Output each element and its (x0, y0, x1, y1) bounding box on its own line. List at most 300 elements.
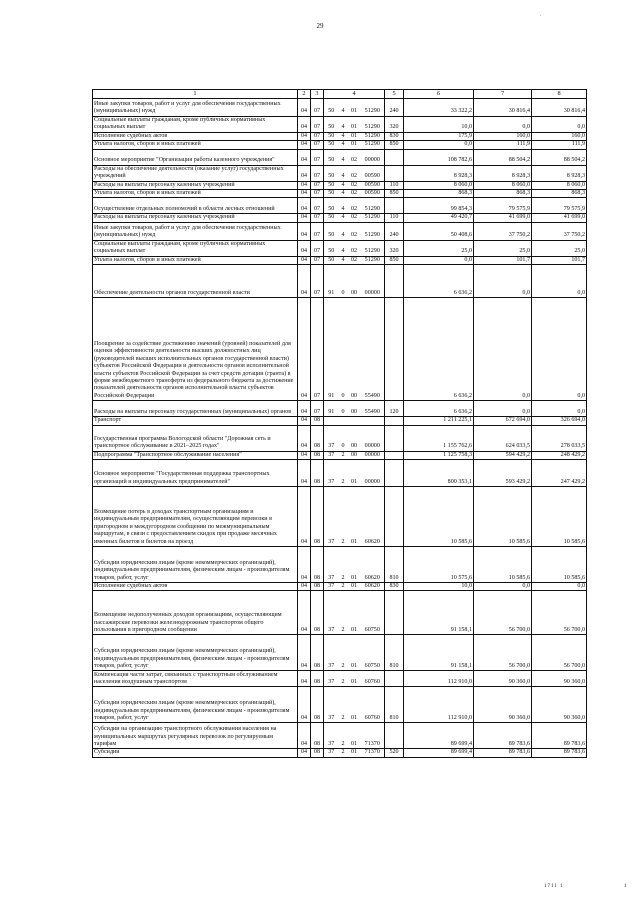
row-section: 04 (298, 181, 311, 189)
row-amount-2025: 247 429,2 (532, 460, 587, 487)
row-amount-2023: 25,0 (404, 240, 474, 256)
row-amount-2024: 41 699,0 (474, 214, 532, 222)
row-section: 04 (298, 487, 311, 547)
row-direction-code: 60620 (361, 487, 385, 547)
row-subprogram-code: 0 (339, 265, 348, 298)
header-col-5: 5 (385, 90, 404, 99)
row-subsection: 07 (311, 141, 324, 149)
row-amount-2025: 0,0 (532, 116, 587, 132)
row-program-code: 91 (324, 298, 339, 401)
row-amount-2023: 112 910,0 (404, 687, 474, 723)
row-expense-type (385, 487, 404, 547)
table-row (93, 547, 587, 583)
row-name: Иные закупки товаров, работ и услуг для обеспечения государственных (муниципальных) нужд (93, 222, 298, 240)
row-expense-type: 240 (385, 222, 404, 240)
row-amount-2025: 8 060,0 (532, 181, 587, 189)
page-number: 29 (316, 22, 324, 30)
row-expense-type (385, 591, 404, 635)
row-activity-code: 01 (348, 132, 361, 140)
table-row (93, 687, 587, 723)
row-amount-2025: 56 700,0 (532, 635, 587, 671)
row-amount-2023: 800 353,1 (404, 460, 474, 487)
row-activity-code: 01 (348, 749, 361, 757)
table-header-row (93, 90, 587, 99)
row-activity-code: 01 (348, 487, 361, 547)
row-direction-code: 51290 (361, 98, 385, 116)
row-expense-type: 240 (385, 98, 404, 116)
row-section: 04 (298, 132, 311, 140)
row-direction-code: 51290 (361, 132, 385, 140)
row-section: 04 (298, 265, 311, 298)
row-subprogram-code (339, 417, 348, 425)
row-expense-type (385, 165, 404, 181)
row-amount-2024: 624 033,5 (474, 425, 532, 451)
row-amount-2023: 1 125 758,3 (404, 451, 474, 459)
row-direction-code: 00590 (361, 189, 385, 197)
row-subprogram-code: 4 (339, 98, 348, 116)
row-subsection: 07 (311, 98, 324, 116)
table-row (93, 417, 587, 425)
row-section: 04 (298, 141, 311, 149)
row-program-code: 50 (324, 165, 339, 181)
row-subsection: 07 (311, 132, 324, 140)
row-direction-code: 71370 (361, 723, 385, 749)
row-subsection: 07 (311, 240, 324, 256)
row-activity-code: 02 (348, 256, 361, 264)
row-subsection: 08 (311, 487, 324, 547)
row-amount-2023: 89 699,4 (404, 749, 474, 757)
table-row (93, 240, 587, 256)
row-name: Возмещение недополученных доходов организациям, осуществляющим пассажирские перевозки железнодорожным транспортом общего пользования в пригородном сообщении (93, 591, 298, 635)
row-name: Расходы на выплаты персоналу государственных (муниципальных) органов (93, 401, 298, 417)
row-activity-code: 02 (348, 149, 361, 165)
row-program-code: 37 (324, 425, 339, 451)
table-row (93, 591, 587, 635)
row-direction-code: 60620 (361, 583, 385, 591)
table-row (93, 149, 587, 165)
row-direction-code: 00000 (361, 149, 385, 165)
row-amount-2025: 10 585,6 (532, 547, 587, 583)
row-direction-code: 51290 (361, 141, 385, 149)
row-name: Социальные выплаты гражданам, кроме публичных нормативных социальных выплат (93, 240, 298, 256)
table-row (93, 723, 587, 749)
row-subsection: 08 (311, 635, 324, 671)
row-amount-2023: 1 155 762,6 (404, 425, 474, 451)
row-subprogram-code: 2 (339, 547, 348, 583)
row-name: Поощрение за содействие достижению значений (уровней) показателей для оценки эффективности деятельности высших должностных лиц (руководителей высших исполнительных органов государственной власти) субъектов Российской Федерации и деятельности органов исполнительной власти субъектов Российской Федерации за счет средств дотации (гранта) в форме межбюджетного трансферта из федерального бюджета за достижение показателей деятельности органов исполнительной власти субъектов Российской Федерации (93, 298, 298, 401)
row-expense-type: 320 (385, 116, 404, 132)
row-section: 04 (298, 116, 311, 132)
row-subsection: 07 (311, 149, 324, 165)
row-subprogram-code: 4 (339, 132, 348, 140)
row-amount-2023: 8 060,0 (404, 181, 474, 189)
row-amount-2025: 89 783,6 (532, 723, 587, 749)
row-section: 04 (298, 222, 311, 240)
row-expense-type: 830 (385, 583, 404, 591)
row-amount-2024: 8 928,3 (474, 165, 532, 181)
row-direction-code: 60760 (361, 671, 385, 687)
row-amount-2023: 6 636,2 (404, 298, 474, 401)
row-subprogram-code: 0 (339, 298, 348, 401)
row-name: Уплата налогов, сборов и иных платежей (93, 189, 298, 197)
row-subprogram-code: 4 (339, 256, 348, 264)
row-amount-2023: 10,0 (404, 116, 474, 132)
row-subprogram-code: 2 (339, 583, 348, 591)
row-amount-2023: 91 158,1 (404, 591, 474, 635)
row-direction-code: 00000 (361, 425, 385, 451)
row-expense-type (385, 149, 404, 165)
row-subprogram-code: 2 (339, 460, 348, 487)
row-amount-2023: 49 420,7 (404, 214, 474, 222)
table-row (93, 132, 587, 140)
row-subsection: 08 (311, 591, 324, 635)
row-expense-type (385, 671, 404, 687)
row-amount-2025: 8 928,3 (532, 165, 587, 181)
row-amount-2023: 89 699,4 (404, 723, 474, 749)
row-amount-2024: 10 585,6 (474, 547, 532, 583)
row-direction-code: 55490 (361, 401, 385, 417)
row-section: 04 (298, 165, 311, 181)
row-amount-2024: 25,0 (474, 240, 532, 256)
row-amount-2024: 88 504,2 (474, 149, 532, 165)
row-subprogram-code: 2 (339, 749, 348, 757)
row-amount-2023: 868,3 (404, 189, 474, 197)
row-program-code: 50 (324, 240, 339, 256)
row-subsection: 08 (311, 460, 324, 487)
row-activity-code: 01 (348, 635, 361, 671)
row-expense-type: 110 (385, 181, 404, 189)
table-row (93, 671, 587, 687)
row-name: Уплата налогов, сборов и иных платежей (93, 256, 298, 264)
row-section: 04 (298, 671, 311, 687)
row-amount-2025: 0,0 (532, 298, 587, 401)
row-program-code: 50 (324, 132, 339, 140)
row-amount-2023: 10 585,6 (404, 487, 474, 547)
row-name: Осуществление отдельных полномочий в области лесных отношений (93, 198, 298, 214)
row-activity-code: 02 (348, 240, 361, 256)
row-amount-2025: 89 783,6 (532, 749, 587, 757)
row-activity-code: 02 (348, 214, 361, 222)
footer-dot: 1 (624, 884, 627, 889)
row-name: Иные закупки товаров, работ и услуг для обеспечения государственных (муниципальных) нужд (93, 98, 298, 116)
row-amount-2023: 99 854,3 (404, 198, 474, 214)
row-program-code: 37 (324, 487, 339, 547)
row-expense-type: 810 (385, 547, 404, 583)
row-subsection: 08 (311, 425, 324, 451)
row-name: Субсидии юридическим лицам (кроме некоммерческих организаций), индивидуальным предпринимателям, физическим лицам - производителям товаров, работ, услуг (93, 635, 298, 671)
row-subsection: 07 (311, 222, 324, 240)
row-program-code: 37 (324, 547, 339, 583)
row-subsection: 08 (311, 671, 324, 687)
row-program-code: 37 (324, 591, 339, 635)
row-amount-2024: 89 783,6 (474, 723, 532, 749)
row-amount-2024: 0,0 (474, 583, 532, 591)
row-program-code: 37 (324, 460, 339, 487)
row-amount-2025: 101,7 (532, 256, 587, 264)
row-activity-code (348, 417, 361, 425)
row-activity-code: 01 (348, 687, 361, 723)
row-activity-code: 02 (348, 189, 361, 197)
row-subprogram-code: 4 (339, 165, 348, 181)
table-row (93, 141, 587, 149)
row-amount-2025: 248 429,2 (532, 451, 587, 459)
row-amount-2023: 0,0 (404, 141, 474, 149)
row-program-code: 37 (324, 635, 339, 671)
row-amount-2025: 37 750,2 (532, 222, 587, 240)
row-subsection: 07 (311, 198, 324, 214)
row-amount-2023: 33 322,2 (404, 98, 474, 116)
row-subprogram-code: 4 (339, 240, 348, 256)
budget-table (92, 89, 587, 758)
row-section: 04 (298, 687, 311, 723)
row-name: Компенсация части затрат, связанных с транспортным обслуживанием населения воздушным транспортом (93, 671, 298, 687)
row-activity-code: 01 (348, 547, 361, 583)
row-activity-code: 01 (348, 116, 361, 132)
table-row (93, 460, 587, 487)
row-program-code: 50 (324, 198, 339, 214)
row-section: 04 (298, 240, 311, 256)
row-subprogram-code: 2 (339, 687, 348, 723)
row-expense-type: 320 (385, 240, 404, 256)
row-subsection: 07 (311, 256, 324, 264)
row-program-code: 37 (324, 671, 339, 687)
row-amount-2024: 30 816,4 (474, 98, 532, 116)
row-amount-2025: 30 816,4 (532, 98, 587, 116)
row-direction-code: 60750 (361, 591, 385, 635)
row-subsection: 08 (311, 687, 324, 723)
row-direction-code: 51290 (361, 116, 385, 132)
corner-mark: · (540, 14, 542, 19)
row-amount-2024: 0,0 (474, 116, 532, 132)
row-section: 04 (298, 591, 311, 635)
row-activity-code: 02 (348, 165, 361, 181)
row-program-code: 37 (324, 451, 339, 459)
row-name: Основное мероприятие "Организация работы казенного учреждения" (93, 149, 298, 165)
row-amount-2025: 88 504,2 (532, 149, 587, 165)
row-section: 04 (298, 149, 311, 165)
row-subsection: 08 (311, 723, 324, 749)
row-section: 04 (298, 723, 311, 749)
row-section: 04 (298, 214, 311, 222)
row-activity-code: 02 (348, 222, 361, 240)
table-row (93, 749, 587, 757)
footer-mark: 1711 1 (544, 884, 564, 889)
row-amount-2024: 90 360,0 (474, 687, 532, 723)
row-activity-code: 01 (348, 723, 361, 749)
row-direction-code: 51290 (361, 256, 385, 264)
table-row (93, 222, 587, 240)
table-row (93, 256, 587, 264)
row-subprogram-code: 2 (339, 671, 348, 687)
row-subsection: 07 (311, 214, 324, 222)
row-name: Уплата налогов, сборов и иных платежей (93, 141, 298, 149)
row-amount-2024: 111,9 (474, 141, 532, 149)
header-col-4: 4 (324, 90, 385, 99)
row-amount-2024: 101,7 (474, 256, 532, 264)
row-amount-2025: 10 585,6 (532, 487, 587, 547)
row-amount-2025: 0,0 (532, 401, 587, 417)
row-program-code: 37 (324, 583, 339, 591)
row-expense-type (385, 298, 404, 401)
row-direction-code: 00000 (361, 460, 385, 487)
row-program-code: 50 (324, 256, 339, 264)
row-subprogram-code: 4 (339, 222, 348, 240)
row-subsection: 08 (311, 749, 324, 757)
row-name: Субсидии юридическим лицам (кроме некоммерческих организаций), индивидуальным предпринимателям, физическим лицам - производителям товаров, работ, услуг (93, 547, 298, 583)
row-name: Обеспечение деятельности органов государственной власти (93, 265, 298, 298)
row-amount-2023: 10 575,6 (404, 547, 474, 583)
row-expense-type (385, 460, 404, 487)
header-col-6: 6 (404, 90, 474, 99)
row-activity-code: 01 (348, 671, 361, 687)
row-expense-type (385, 417, 404, 425)
table-row (93, 265, 587, 298)
row-direction-code (361, 417, 385, 425)
row-direction-code: 00590 (361, 165, 385, 181)
row-program-code: 37 (324, 723, 339, 749)
row-amount-2024: 0,0 (474, 265, 532, 298)
row-program-code: 50 (324, 181, 339, 189)
row-subsection: 08 (311, 583, 324, 591)
row-activity-code: 01 (348, 98, 361, 116)
row-subprogram-code: 0 (339, 401, 348, 417)
row-amount-2023: 0,0 (404, 256, 474, 264)
row-subprogram-code: 2 (339, 487, 348, 547)
row-program-code: 50 (324, 98, 339, 116)
row-subsection: 07 (311, 265, 324, 298)
header-col-8: 8 (532, 90, 587, 99)
row-direction-code: 60620 (361, 547, 385, 583)
table-row (93, 198, 587, 214)
row-expense-type: 810 (385, 635, 404, 671)
row-activity-code: 01 (348, 141, 361, 149)
row-amount-2025: 326 694,0 (532, 417, 587, 425)
row-activity-code: 01 (348, 591, 361, 635)
row-activity-code: 00 (348, 401, 361, 417)
table-row (93, 401, 587, 417)
row-amount-2025: 90 360,0 (532, 671, 587, 687)
table-row (93, 425, 587, 451)
table-row (93, 583, 587, 591)
row-section: 04 (298, 417, 311, 425)
row-section: 04 (298, 98, 311, 116)
row-amount-2024: 672 694,0 (474, 417, 532, 425)
row-amount-2024: 593 429,2 (474, 460, 532, 487)
row-program-code (324, 417, 339, 425)
row-program-code: 91 (324, 265, 339, 298)
row-expense-type (385, 198, 404, 214)
row-name: Подпрограмма "Транспортное обслуживание населения" (93, 451, 298, 459)
row-section: 04 (298, 425, 311, 451)
row-amount-2023: 175,9 (404, 132, 474, 140)
table-row (93, 635, 587, 671)
row-subprogram-code: 2 (339, 723, 348, 749)
row-expense-type: 850 (385, 189, 404, 197)
row-program-code: 50 (324, 116, 339, 132)
row-name: Расходы на выплаты персоналу казенных учреждений (93, 181, 298, 189)
header-col-1: 1 (93, 90, 298, 99)
row-direction-code: 60750 (361, 635, 385, 671)
row-program-code: 50 (324, 189, 339, 197)
table-row (93, 214, 587, 222)
row-direction-code: 51290 (361, 214, 385, 222)
row-name: Субсидии на организацию транспортного обслуживания населения на муниципальных маршрутах регулярных перевозок по регулируемым тарифам (93, 723, 298, 749)
row-direction-code: 51290 (361, 240, 385, 256)
row-direction-code: 60760 (361, 687, 385, 723)
row-amount-2025: 79 575,9 (532, 198, 587, 214)
row-subsection: 07 (311, 401, 324, 417)
row-expense-type: 110 (385, 214, 404, 222)
row-direction-code: 71370 (361, 749, 385, 757)
row-amount-2024: 10 585,6 (474, 487, 532, 547)
table-row (93, 98, 587, 116)
row-expense-type: 520 (385, 749, 404, 757)
row-subsection: 08 (311, 417, 324, 425)
row-program-code: 50 (324, 141, 339, 149)
row-direction-code: 00590 (361, 181, 385, 189)
row-activity-code: 01 (348, 583, 361, 591)
row-amount-2023: 6 636,2 (404, 401, 474, 417)
row-program-code: 37 (324, 749, 339, 757)
row-section: 04 (298, 198, 311, 214)
row-name: Расходы на обеспечение деятельности (оказание услуг) государственных учреждений (93, 165, 298, 181)
row-amount-2024: 0,0 (474, 401, 532, 417)
row-direction-code: 51290 (361, 198, 385, 214)
row-activity-code: 00 (348, 265, 361, 298)
row-amount-2023: 50 408,6 (404, 222, 474, 240)
row-amount-2024: 594 429,2 (474, 451, 532, 459)
row-direction-code: 00000 (361, 265, 385, 298)
row-expense-type: 850 (385, 141, 404, 149)
row-subprogram-code: 4 (339, 214, 348, 222)
row-direction-code: 51290 (361, 222, 385, 240)
row-amount-2024: 8 060,0 (474, 181, 532, 189)
row-subprogram-code: 0 (339, 425, 348, 451)
row-section: 04 (298, 256, 311, 264)
row-amount-2023: 1 211 225,1 (404, 417, 474, 425)
row-subprogram-code: 2 (339, 451, 348, 459)
row-activity-code: 00 (348, 298, 361, 401)
row-section: 04 (298, 583, 311, 591)
row-amount-2025: 160,0 (532, 132, 587, 140)
row-expense-type: 850 (385, 256, 404, 264)
row-activity-code: 02 (348, 181, 361, 189)
row-amount-2023: 6 636,2 (404, 265, 474, 298)
row-name: Расходы на выплаты персоналу казенных учреждений (93, 214, 298, 222)
row-expense-type (385, 425, 404, 451)
row-amount-2023: 8 928,3 (404, 165, 474, 181)
row-amount-2024: 90 360,0 (474, 671, 532, 687)
row-program-code: 50 (324, 214, 339, 222)
row-amount-2024: 868,3 (474, 189, 532, 197)
row-section: 04 (298, 189, 311, 197)
row-subprogram-code: 4 (339, 189, 348, 197)
row-amount-2023: 108 782,6 (404, 149, 474, 165)
table-row (93, 451, 587, 459)
row-section: 04 (298, 635, 311, 671)
row-amount-2025: 90 360,0 (532, 687, 587, 723)
row-amount-2025: 0,0 (532, 583, 587, 591)
header-col-3: 3 (311, 90, 324, 99)
row-amount-2023: 10,0 (404, 583, 474, 591)
row-amount-2024: 56 700,0 (474, 635, 532, 671)
row-subsection: 07 (311, 189, 324, 197)
table-row (93, 189, 587, 197)
row-amount-2024: 56 700,0 (474, 591, 532, 635)
row-amount-2023: 91 158,1 (404, 635, 474, 671)
row-expense-type (385, 265, 404, 298)
row-subsection: 08 (311, 547, 324, 583)
